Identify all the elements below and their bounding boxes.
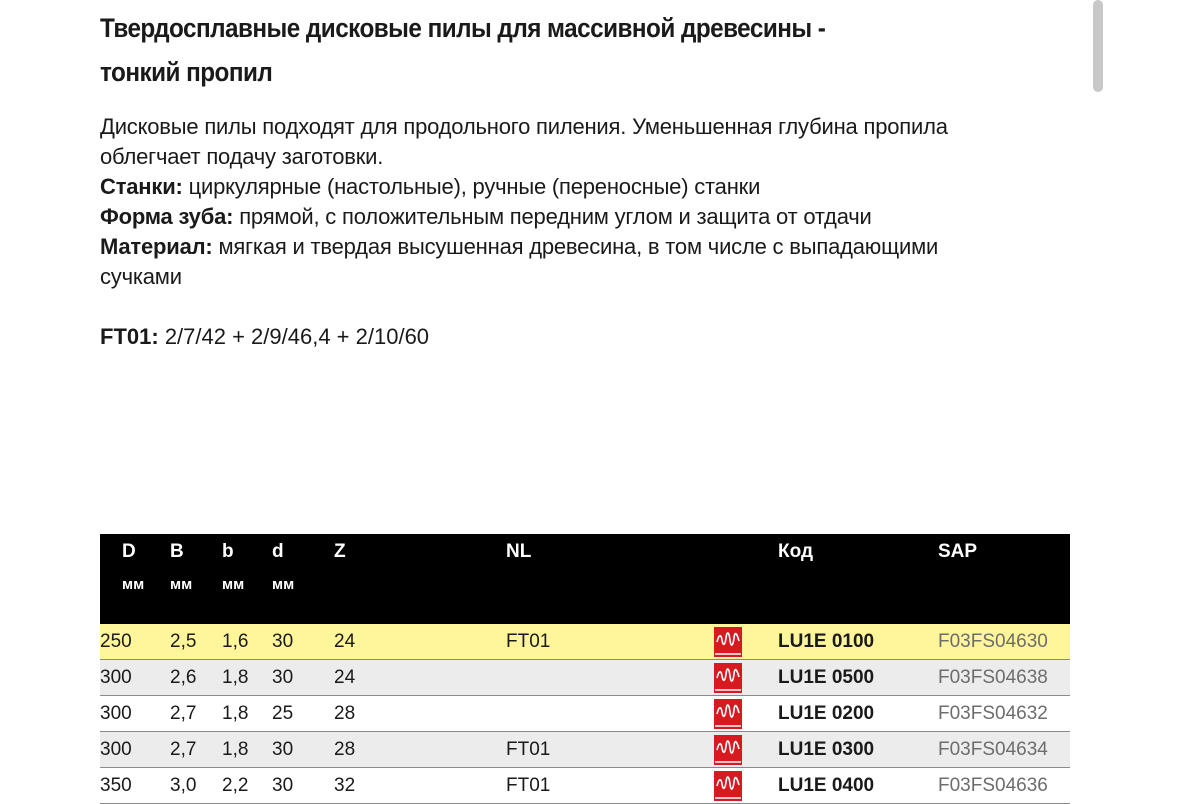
page-title [100, 6, 910, 94]
table-header-row [100, 534, 1070, 624]
material-line [100, 232, 1100, 262]
cell-d: 250 [100, 624, 162, 660]
cell-icon [712, 624, 772, 660]
material-value-1: мягкая и твердая высушенная древесина, в том числе с выпадающими [218, 234, 939, 259]
intro-line-2: облегчает подачу заготовки. [100, 144, 384, 169]
title-line-1: Твердосплавные дисковые пилы для массивной древесины - [100, 13, 826, 43]
table-row [100, 696, 1070, 732]
saw-blade-table [100, 534, 1070, 804]
machines-value: циркулярные (настольные), ручные (переносные) станки [188, 174, 761, 199]
cell-d: 30 [264, 660, 330, 696]
intro-line-1: Дисковые пилы подходят для продольного пиления. Уменьшенная глубина пропила [100, 114, 948, 139]
table-row [100, 768, 1070, 804]
cell-icon [712, 732, 772, 768]
tooth-line [100, 202, 1100, 232]
cell-d: 30 [264, 624, 330, 660]
cell-code: LU1E 0100 [772, 624, 926, 660]
anti-vibration-badge-icon [714, 771, 742, 801]
cell-nl [502, 696, 712, 732]
cell-z: 24 [330, 660, 502, 696]
table-row [100, 660, 1070, 696]
header-D: D мм [122, 541, 145, 593]
cell-b: 1,8 [214, 696, 264, 732]
cell-d: 300 [100, 696, 162, 732]
cell-icon [712, 696, 772, 732]
cell-z: 32 [330, 768, 502, 804]
cell-sap: F03FS04638 [926, 660, 1070, 696]
cell-code: LU1E 0400 [772, 768, 926, 804]
cell-code: LU1E 0200 [772, 696, 926, 732]
cell-icon [712, 768, 772, 804]
table-row [100, 732, 1070, 768]
anti-vibration-badge-icon [714, 735, 742, 765]
cell-z: 24 [330, 624, 502, 660]
cell-sap: F03FS04634 [926, 732, 1070, 768]
header-B: B мм [170, 541, 193, 593]
cell-d: 300 [100, 660, 162, 696]
cell-d: 30 [264, 732, 330, 768]
anti-vibration-badge-icon [714, 699, 742, 729]
material-line-2: сучками [100, 264, 182, 289]
cell-sap: F03FS04630 [926, 624, 1070, 660]
header-Z: Z [334, 541, 346, 562]
machines-label: Станки: [100, 174, 183, 199]
description [100, 112, 1100, 292]
cell-icon [712, 660, 772, 696]
cell-nl: FT01 [502, 732, 712, 768]
scrollbar-thumb[interactable] [1093, 0, 1103, 92]
ft01-label: FT01: [100, 324, 159, 349]
header-b: b мм [222, 541, 245, 593]
cell-d: 25 [264, 696, 330, 732]
cell-b: 2,7 [162, 732, 214, 768]
cell-nl: FT01 [502, 768, 712, 804]
cell-z: 28 [330, 732, 502, 768]
tooth-label: Форма зуба: [100, 204, 234, 229]
machines-line [100, 172, 1100, 202]
header-d: d мм [272, 541, 295, 593]
cell-nl: FT01 [502, 624, 712, 660]
header-NL: NL [506, 541, 532, 562]
cell-b: 3,0 [162, 768, 214, 804]
anti-vibration-badge-icon [714, 627, 742, 657]
tooth-value: прямой, с положительным передним углом и защита от отдачи [239, 204, 872, 229]
cell-sap: F03FS04636 [926, 768, 1070, 804]
cell-b: 1,6 [214, 624, 264, 660]
cell-b: 2,7 [162, 696, 214, 732]
table-row [100, 624, 1070, 660]
cell-code: LU1E 0500 [772, 660, 926, 696]
material-label: Материал: [100, 234, 213, 259]
cell-b: 2,5 [162, 624, 214, 660]
title-line-2: тонкий пропил [100, 57, 273, 87]
cell-d: 350 [100, 768, 162, 804]
ft01-spec [100, 322, 429, 352]
cell-b: 1,8 [214, 732, 264, 768]
cell-sap: F03FS04632 [926, 696, 1070, 732]
cell-d: 300 [100, 732, 162, 768]
cell-b: 2,2 [214, 768, 264, 804]
ft01-value: 2/7/42 + 2/9/46,4 + 2/10/60 [164, 324, 430, 349]
cell-b: 2,6 [162, 660, 214, 696]
cell-d: 30 [264, 768, 330, 804]
anti-vibration-badge-icon [714, 663, 742, 693]
cell-z: 28 [330, 696, 502, 732]
cell-code: LU1E 0300 [772, 732, 926, 768]
cell-nl [502, 660, 712, 696]
cell-b: 1,8 [214, 660, 264, 696]
header-code: Код [778, 541, 814, 562]
header-icon [712, 534, 772, 624]
header-sap: SAP [938, 541, 978, 562]
